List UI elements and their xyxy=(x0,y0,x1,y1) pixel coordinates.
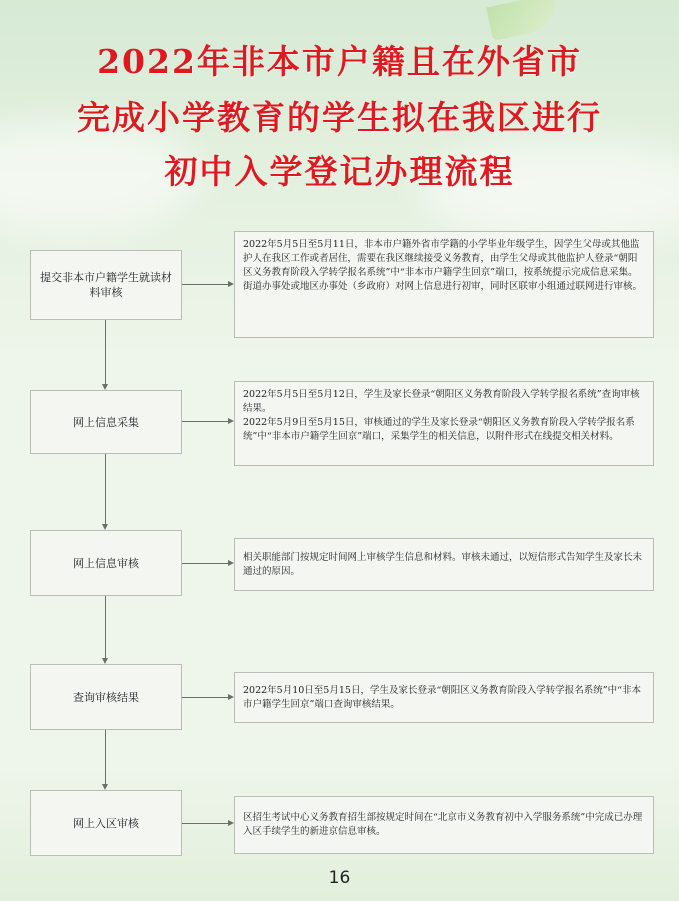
decorative-leaf xyxy=(486,0,562,41)
step-box-3 xyxy=(30,530,182,596)
arrow-down xyxy=(105,454,106,524)
arrow-down xyxy=(105,596,106,658)
arrow-right xyxy=(182,823,228,824)
arrow-right xyxy=(182,563,228,564)
description-paragraph: 街道办事处或地区办事处（乡政府）对网上信息进行初审，同时区联审小组通过联网进行审核。 xyxy=(243,281,643,292)
arrow-down xyxy=(105,730,106,784)
step-description-3 xyxy=(234,538,654,591)
title-line-3: 初中入学登记办理流程 xyxy=(164,152,515,191)
step-label: 网上信息审核 xyxy=(73,556,139,570)
step-box-4 xyxy=(30,664,182,730)
step-description-5 xyxy=(234,796,654,854)
arrow-right xyxy=(182,697,228,698)
description-paragraph: 2022年5月10日至5月15日，学生及家长登录“朝阳区义务教育阶段入学转学报名系统”中“非本市户籍学生回京”端口查询审核结果。 xyxy=(243,684,642,710)
step-box-5 xyxy=(30,790,182,856)
description-paragraph: 相关职能部门按规定时间网上审核学生信息和材料。审核未通过，以短信形式告知学生及家长未通过的原因。 xyxy=(243,551,643,577)
page-number: 16 xyxy=(328,868,351,888)
title-line-1: 2022年非本市户籍且在外省市 xyxy=(97,42,582,81)
step-box-2 xyxy=(30,390,182,454)
arrow-right xyxy=(182,284,228,285)
description-paragraph: 2022年5月9日至5月15日，审核通过的学生及家长登录“朝阳区义务教育阶段入学转学报名系统”中“非本市户籍学生回京”端口，采集学生的相关信息，以附件形式在线提交相关材料。 xyxy=(243,417,635,442)
step-description-4 xyxy=(234,672,654,723)
step-label: 网上入区审核 xyxy=(73,816,139,830)
step-description-2 xyxy=(234,381,654,466)
step-box-1 xyxy=(30,250,182,320)
step-label: 查询审核结果 xyxy=(73,690,139,704)
description-paragraph: 2022年5月5日至5月11日，非本市户籍外省市学籍的小学毕业年级学生，因学生父母或其他监护人在我区工作或者居住，需要在我区继续接受义务教育，由学生父母或其他监护人登录“朝阳区义务教育阶段入学转学报名系统”中“非本市户籍学生回京”端口，按系统提示完成信息采集。 xyxy=(243,239,640,278)
arrow-right xyxy=(182,421,228,422)
description-paragraph: 2022年5月5日至5月12日，学生及家长登录“朝阳区义务教育阶段入学转学报名系统”查询审核结果。 xyxy=(243,389,640,414)
arrow-down xyxy=(105,320,106,384)
title-line-2: 完成小学教育的学生拟在我区进行 xyxy=(77,98,602,137)
description-paragraph: 区招生考试中心义务教育招生部按规定时间在“北京市义务教育初中入学服务系统”中完成已办理入区手续学生的新进京信息审核。 xyxy=(243,812,643,837)
step-label: 网上信息采集 xyxy=(73,415,139,429)
step-description-1 xyxy=(234,231,654,338)
step-label: 提交非本市户籍学生就读材料审核 xyxy=(40,271,172,299)
